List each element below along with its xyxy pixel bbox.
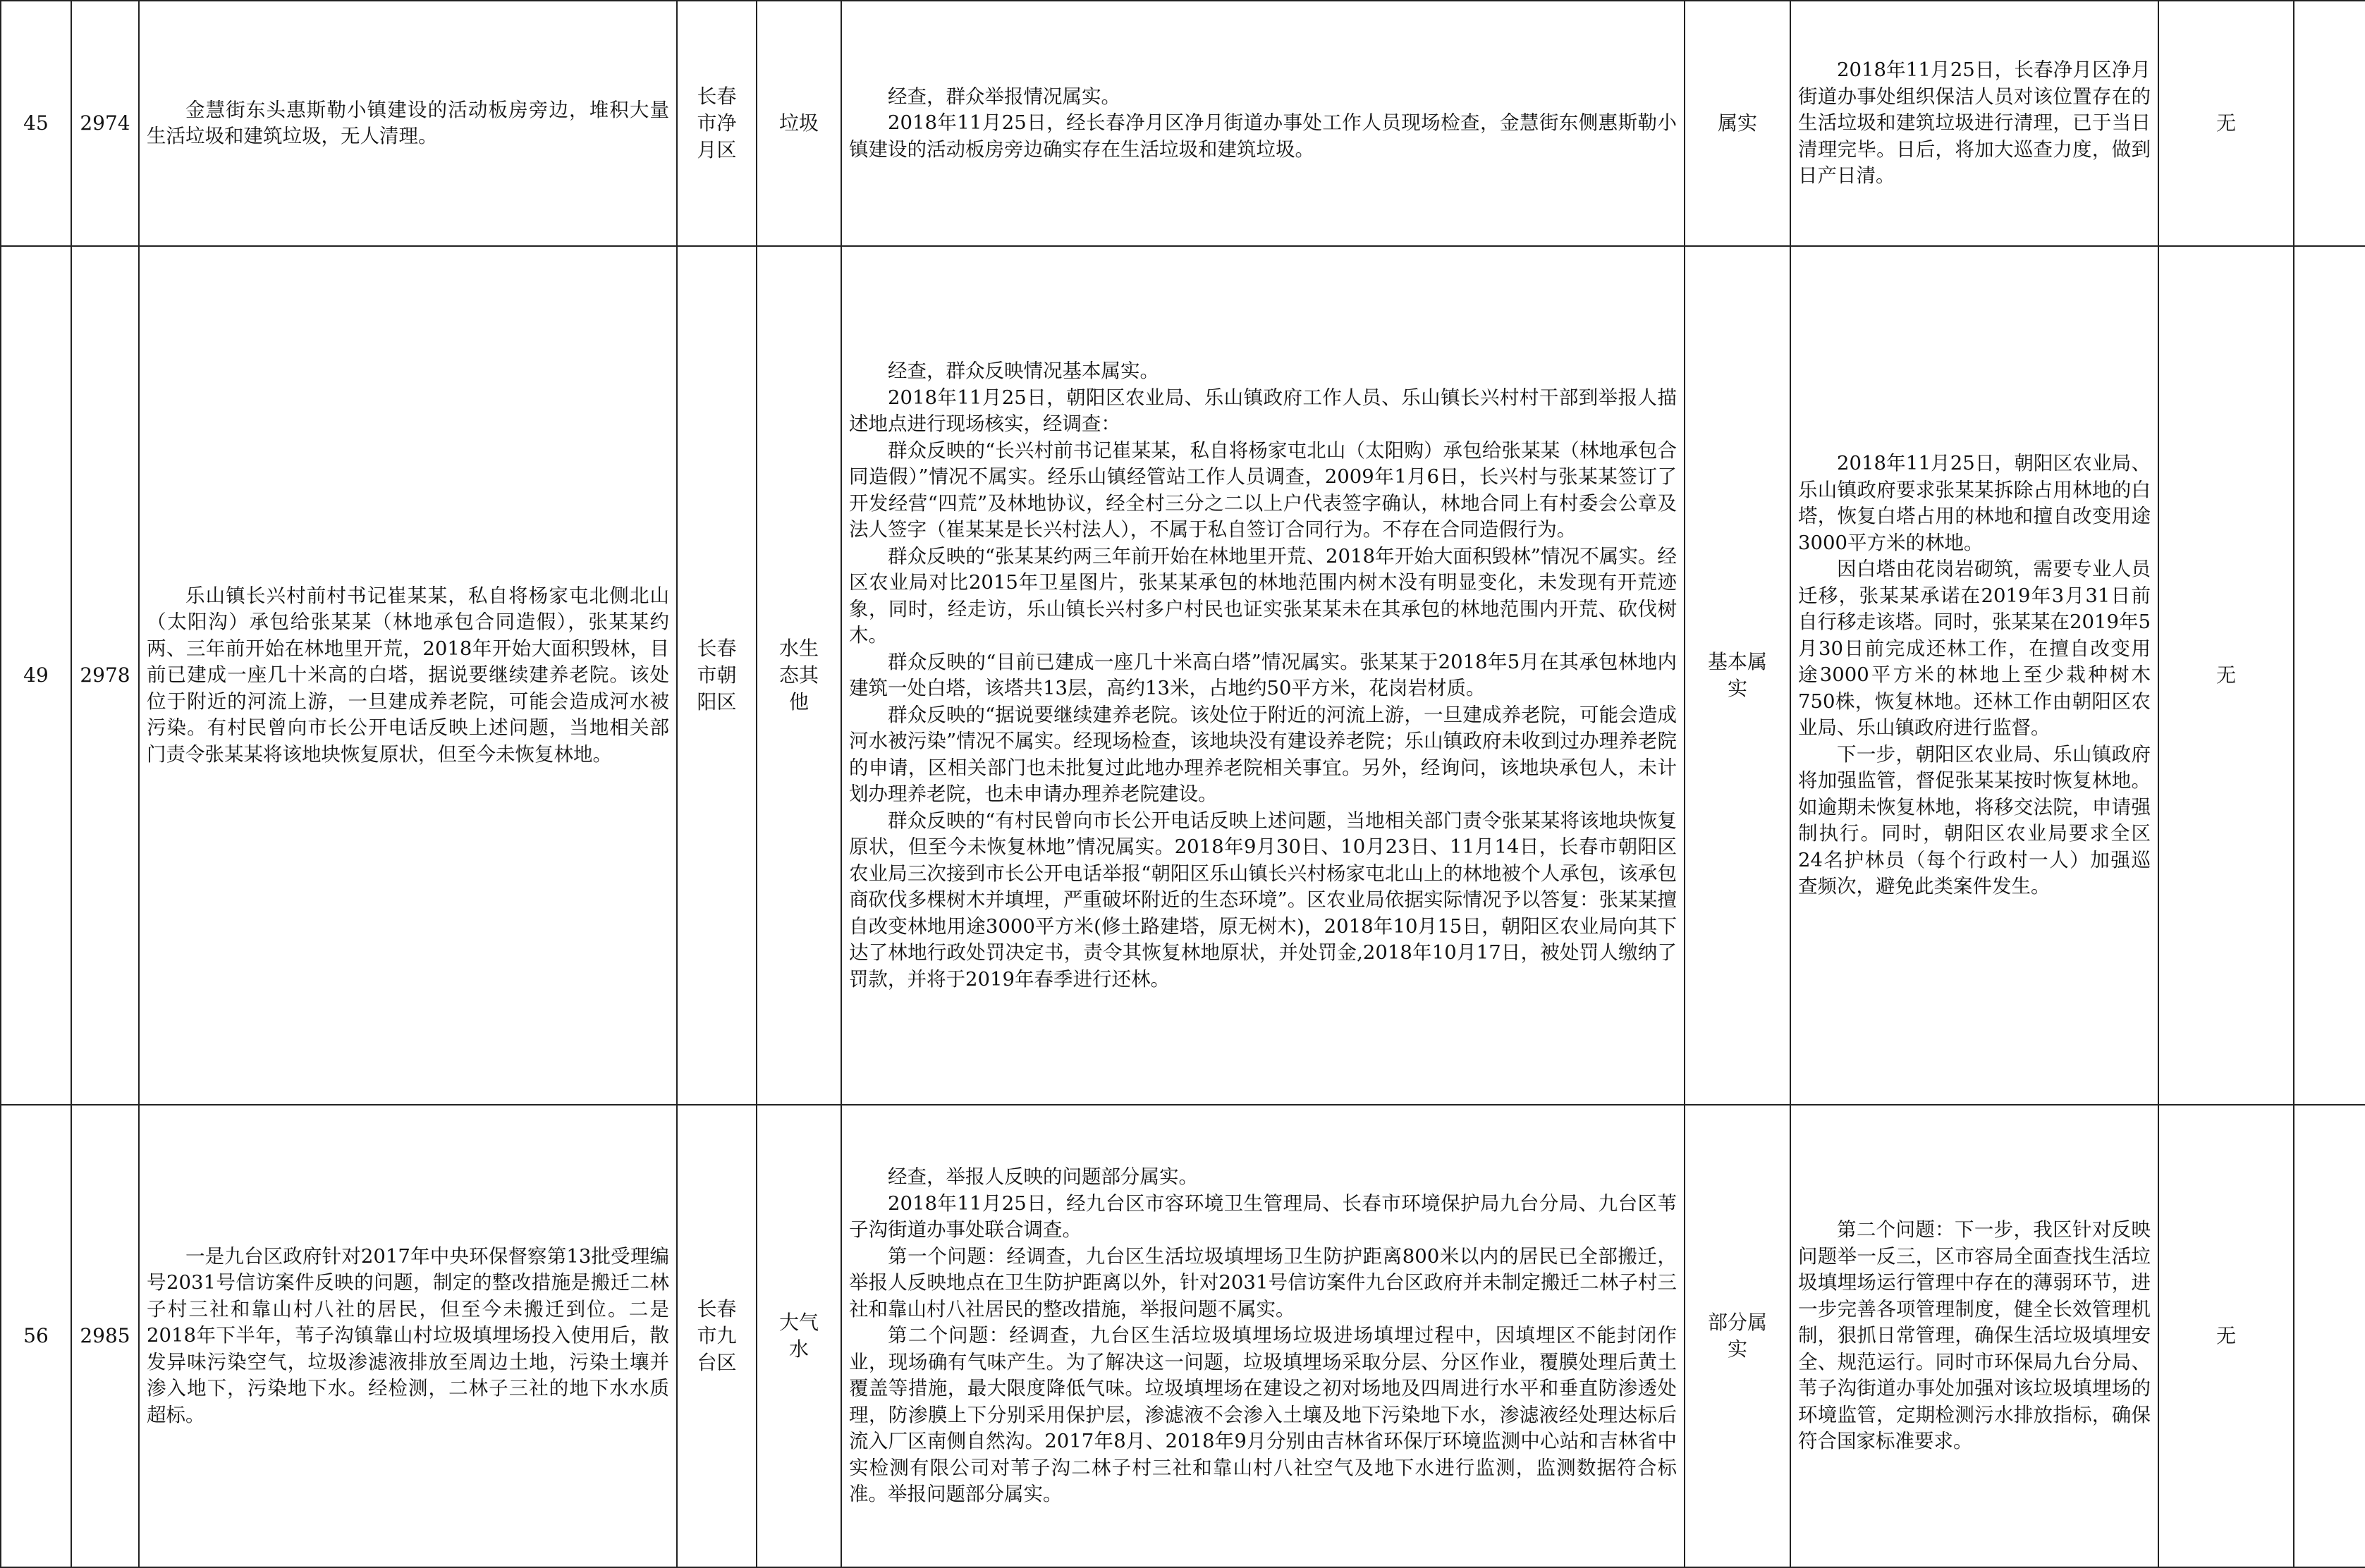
case-number-cell: [71, 246, 139, 1105]
pollution-type: 大气水: [778, 1311, 819, 1361]
complaint-cell: [139, 1105, 677, 1567]
handling-cell: [1790, 1, 2158, 246]
investigation-cell-paragraph: 经查，群众举报情况属实。: [888, 85, 1120, 108]
pollution-type: 垃圾: [778, 111, 819, 135]
verdict-label: 部分属实: [1707, 1311, 1767, 1361]
table-row: [1, 1, 2365, 246]
blank-cell: [2294, 246, 2365, 1105]
investigation-cell-paragraph: 群众反映的“目前已建成一座几十米高白塔”情况属实。张某某于2018年5月在其承包林地内建筑一处白塔，该塔共13层，高约13米，占地约50平方米，花岗岩材质。: [849, 650, 1677, 699]
verdict-cell: [1685, 1, 1790, 246]
seq-cell: [1, 246, 71, 1105]
district-name: 长春市净月区: [697, 85, 737, 161]
complaint-cell-paragraph: 一是九台区政府针对2017年中央环保督察第13批受理编号2031号信访案件反映的问题，制定的整改措施是搬迁二林子村三社和靠山村八社的居民，但至今未搬迁到位。二是2018年下半年，苇子沟镇靠山村垃圾填埋场投入使用后，散发异味污染空气，垃圾渗滤液排放至周边土地，污染土壤并渗入地下，污染地下水。经检测，二林子三社的地下水水质超标。: [147, 1244, 669, 1426]
investigation-cell-paragraph: 群众反映的“据说要继续建养老院。该处位于附近的河流上游，一旦建成养老院，可能会造成河水被污染”情况不属实。经现场检查，该地块没有建设养老院；乐山镇政府未收到过办理养老院的申请，区相关部门也未批复过此地办理养老院相关事宜。另外，经询问，该地块承包人，未计划办理养老院，也未申请办理养老院建设。: [849, 703, 1677, 805]
pollution-type: 水生态其他: [778, 637, 819, 713]
pollution-type-cell: [757, 246, 841, 1105]
blank-cell: [2294, 1, 2365, 246]
complaint-cell-paragraph: 金慧街东头惠斯勒小镇建设的活动板房旁边，堆积大量生活垃圾和建筑垃圾，无人清理。: [147, 98, 669, 147]
investigation-cell-paragraph: 第一个问题：经调查，九台区生活垃圾填埋场卫生防护距离800米以内的居民已全部搬迁，举报人反映地点在卫生防护距离以外，针对2031号信访案件九台区政府并未制定搬迁二林子村三社和靠山村八社居民的整改措施，举报问题不属实。: [849, 1244, 1677, 1321]
pollution-type-cell: [757, 1105, 841, 1567]
accountability-value: 无: [2216, 1324, 2236, 1347]
investigation-cell: [841, 246, 1685, 1105]
accountability-value: 无: [2216, 663, 2236, 687]
seq-cell: [1, 1, 71, 246]
handling-cell: [1790, 246, 2158, 1105]
blank-cell: [2294, 1105, 2365, 1567]
verdict-cell: [1685, 246, 1790, 1105]
investigation-cell-paragraph: 2018年11月25日，经九台区市容环境卫生管理局、长春市环境保护局九台分局、九台区苇子沟街道办事处联合调查。: [849, 1192, 1677, 1242]
case-number: 2974: [80, 111, 130, 135]
handling-cell-paragraph: 2018年11月25日，朝阳区农业局、乐山镇政府要求张某某拆除占用林地的白塔，恢复白塔占用的林地和擅自改变用途3000平方米的林地。: [1798, 452, 2151, 554]
handling-cell-paragraph: 因白塔由花岗岩砌筑，需要专业人员迁移，张某某承诺在2019年3月31日前自行移走该塔。同时，张某某在2019年5月30日前完成还林工作，在擅自改变用途3000平方米的林地上至少栽种树木750株，恢复林地。还林工作由朝阳区农业局、乐山镇政府进行监督。: [1798, 558, 2151, 740]
district-name: 长春市朝阳区: [697, 637, 737, 713]
investigation-cell: [841, 1, 1685, 246]
investigation-cell-paragraph: 群众反映的“长兴村前书记崔某某，私自将杨家屯北山（太阳购）承包给张某某（林地承包合同造假）”情况不属实。经乐山镇经管站工作人员调查，2009年1月6日，长兴村与张某某签订了开发经营“四荒”及林地协议，经全村三分之二以上户代表签字确认，林地合同上有村委会公章及法人签字（崔某某是长兴村法人），不属于私自签订合同行为。不存在合同造假行为。: [849, 439, 1677, 541]
table-row: [1, 1105, 2365, 1567]
investigation-cell-paragraph: 2018年11月25日，经长春净月区净月街道办事处工作人员现场检查，金慧街东侧惠斯勒小镇建设的活动板房旁边确实存在生活垃圾和建筑垃圾。: [849, 111, 1677, 161]
case-number-cell: [71, 1, 139, 246]
investigation-cell-paragraph: 经查，群众反映情况基本属实。: [888, 360, 1159, 382]
investigation-cell-paragraph: 群众反映的“有村民曾向市长公开电话反映上述问题，当地相关部门责令张某某将该地块恢复原状，但至今未恢复林地”情况属实。2018年9月30日、10月23日、11月14日，长春市朝阳区农业局三次接到市长公开电话举报“朝阳区乐山镇长兴村杨家屯北山上的林地被个人承包，该承包商砍伐多棵树木并填埋，严重破坏附近的生态环境”。区农业局依据实际情况予以答复：张某某擅自改变林地用途3000平方米(修土路建塔，原无树木)，2018年10月15日，朝阳区农业局向其下达了林地行政处罚决定书，责令其恢复林地原状，并处罚金,2018年10月17日，被处罚人缴纳了罚款，并将于2019年春季进行还林。: [849, 809, 1677, 991]
seq-cell: [1, 1105, 71, 1567]
table-row: [1, 246, 2365, 1105]
district-name: 长春市九台区: [697, 1297, 737, 1374]
district-cell: [677, 246, 757, 1105]
handling-cell-paragraph: 第二个问题：下一步，我区针对反映问题举一反三，区市容局全面查找生活垃圾填埋场运行管理中存在的薄弱环节，进一步完善各项管理制度，健全长效管理机制，狠抓日常管理，确保生活垃圾填埋安全、规范运行。同时市环保局九台分局、苇子沟街道办事处加强对该垃圾填埋场的环境监管，定期检测污水排放指标，确保符合国家标准要求。: [1798, 1218, 2151, 1453]
verdict-label: 基本属实: [1707, 650, 1767, 700]
accountability-cell: [2158, 1105, 2294, 1567]
investigation-cell-paragraph: 2018年11月25日，朝阳区农业局、乐山镇政府工作人员、乐山镇长兴村村干部到举报人描述地点进行现场核实，经调查：: [849, 386, 1677, 435]
investigation-cell-paragraph: 经查，举报人反映的问题部分属实。: [888, 1165, 1198, 1189]
pollution-type-cell: [757, 1, 841, 246]
case-number-cell: [71, 1105, 139, 1567]
seq-number: 45: [23, 111, 49, 135]
complaint-cell-paragraph: 乐山镇长兴村前村书记崔某某，私自将杨家屯北侧北山（太阳沟）承包给张某某（林地承包合同造假），张某某约两、三年前开始在林地里开荒，2018年开始大面积毁林，目前已建成一座几十米高的白塔，据说要继续建养老院。该处位于附近的河流上游，一旦建成养老院，可能会造成河水被污染。有村民曾向市长公开电话反映上述问题，当地相关部门责令张某某将该地块恢复原状，但至今未恢复林地。: [147, 584, 669, 766]
verdict-label: 属实: [1717, 111, 1757, 135]
investigation-cell: [841, 1105, 1685, 1567]
investigation-cell-paragraph: 群众反映的“张某某约两三年前开始在林地里开荒、2018年开始大面积毁林”情况不属实。经区农业局对比2015年卫星图片，张某某承包的林地范围内树木没有明显变化，未发现有开荒迹象，同时，经走访，乐山镇长兴村多户村民也证实张某某未在其承包的林地范围内开荒、砍伐树木。: [849, 544, 1677, 647]
handling-cell-paragraph: 下一步，朝阳区农业局、乐山镇政府将加强监管，督促张某某按时恢复林地。如逾期未恢复林地，将移交法院，申请强制执行。同时，朝阳区农业局要求全区24名护林员（每个行政村一人）加强巡查频次，避免此类案件发生。: [1798, 742, 2151, 898]
accountability-cell: [2158, 246, 2294, 1105]
seq-number: 56: [23, 1324, 49, 1347]
complaint-cell: [139, 246, 677, 1105]
accountability-cell: [2158, 1, 2294, 246]
district-cell: [677, 1, 757, 246]
handling-cell: [1790, 1105, 2158, 1567]
seq-number: 49: [23, 663, 49, 687]
investigation-cell-paragraph: 第二个问题：经调查，九台区生活垃圾填埋场垃圾进场填埋过程中，因填埋区不能封闭作业，现场确有气味产生。为了解决这一问题，垃圾填埋场采取分层、分区作业，覆膜处理后黄土覆盖等措施，最大限度降低气味。垃圾填埋场在建设之初对场地及四周进行水平和垂直防渗透处理，防渗膜上下分别采用保护层，渗滤液不会渗入土壤及地下污染地下水，渗滤液经处理达标后流入厂区南侧自然沟。2017年8月、2018年9月分别由吉林省环保厅环境监测中心站和吉林省中实检测有限公司对苇子沟二林子村三社和靠山村八社空气及地下水进行监测，监测数据符合标准。举报问题部分属实。: [849, 1324, 1677, 1506]
accountability-value: 无: [2216, 111, 2236, 135]
district-cell: [677, 1105, 757, 1567]
handling-cell-paragraph: 2018年11月25日，长春净月区净月街道办事处组织保洁人员对该位置存在的生活垃圾和建筑垃圾进行清理，已于当日清理完毕。日后，将加大巡查力度，做到日产日清。: [1798, 59, 2151, 188]
case-number: 2978: [80, 663, 130, 687]
complaint-cell: [139, 1, 677, 246]
case-number: 2985: [80, 1324, 130, 1347]
verdict-cell: [1685, 1105, 1790, 1567]
